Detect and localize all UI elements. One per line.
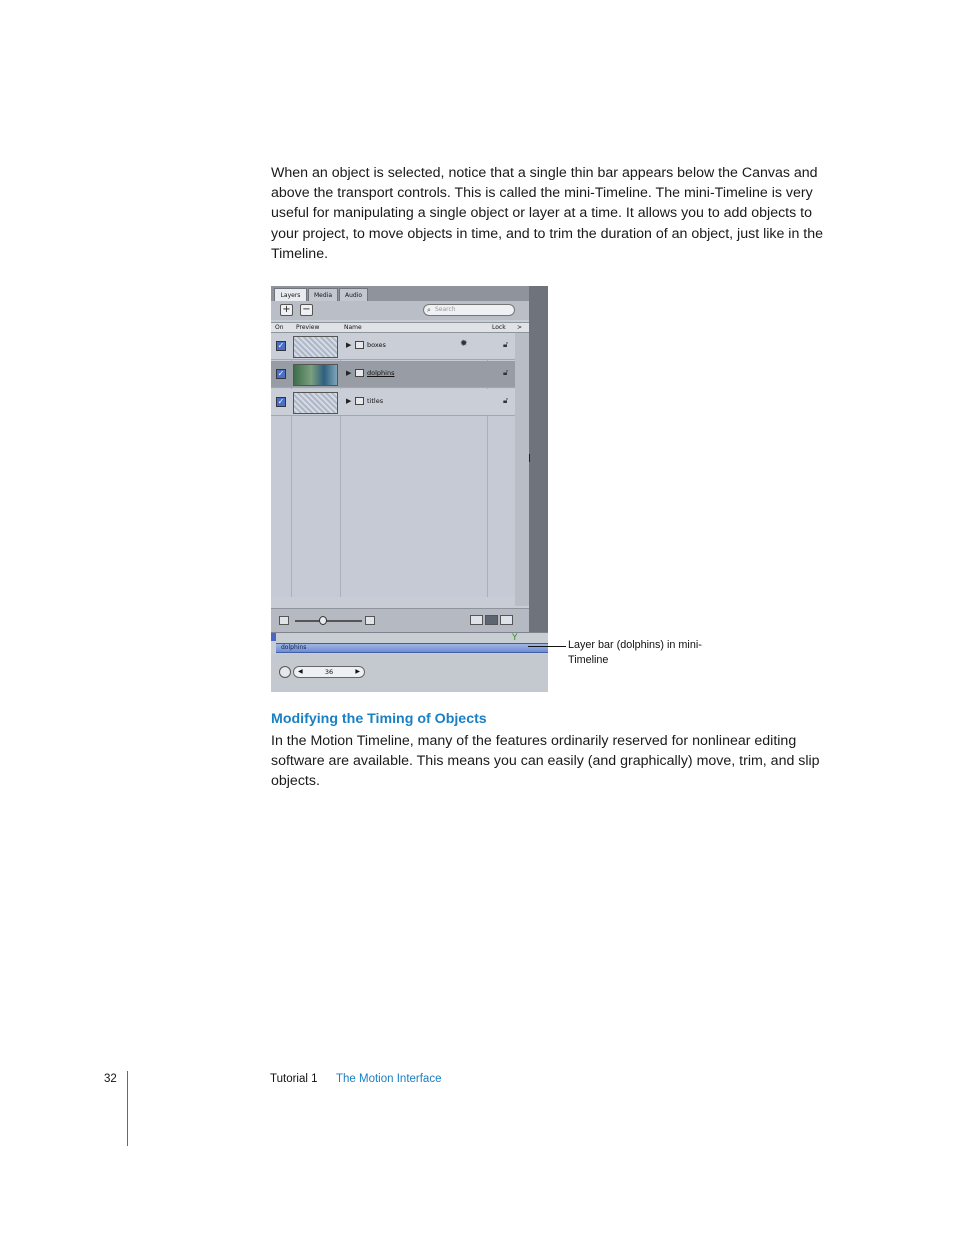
canvas-edge bbox=[529, 286, 548, 632]
column-lock[interactable]: Lock bbox=[492, 324, 506, 331]
layer-thumbnail bbox=[293, 364, 338, 386]
decrement-arrow-icon[interactable]: ◀ bbox=[298, 668, 303, 675]
frame-icon[interactable] bbox=[279, 666, 291, 678]
lock-icon[interactable]: 🔓︎ bbox=[503, 396, 509, 405]
lock-icon[interactable]: 🔓︎ bbox=[503, 340, 509, 349]
view-mode-button[interactable] bbox=[470, 615, 483, 625]
transport-controls bbox=[271, 654, 548, 692]
tab-media[interactable]: Media bbox=[308, 288, 338, 301]
layer-row-boxes[interactable] bbox=[271, 333, 515, 360]
search-placeholder: Search bbox=[435, 306, 456, 313]
intro-paragraph: When an object is selected, notice that a single thin bar appears below the Canvas and above the transport controls. This is called the mini-Timeline. The mini-Timeline is very useful for manipulating a single object or layer at a time. It allows you to add objects to your project, to move objects in time, and to trim the duration of an object, just like in the Timeline. bbox=[271, 165, 824, 262]
layer-thumbnail bbox=[293, 336, 338, 358]
disclosure-triangle-icon[interactable]: ▶ bbox=[346, 341, 352, 349]
frame-value: 36 bbox=[324, 668, 334, 676]
zoom-slider-track[interactable] bbox=[295, 620, 362, 622]
page-number: 32 bbox=[104, 1073, 117, 1085]
group-icon bbox=[355, 369, 364, 377]
layers-panel-screenshot bbox=[271, 286, 548, 692]
small-thumbnail-icon[interactable] bbox=[279, 616, 289, 625]
view-mode-button[interactable] bbox=[500, 615, 513, 625]
section-paragraph: In the Motion Timeline, many of the features ordinarily reserved for nonlinear editing software are available. This means you can easily (and graphically) move, trim, and slip objects. bbox=[271, 733, 820, 790]
mini-timeline bbox=[271, 632, 548, 654]
layer-name: titles bbox=[367, 397, 384, 405]
footer-chapter: Tutorial 1 bbox=[270, 1073, 318, 1085]
search-input[interactable] bbox=[423, 304, 515, 316]
footer-rule bbox=[127, 1071, 128, 1146]
mini-timeline-layer-bar[interactable]: dolphins bbox=[276, 643, 548, 653]
gear-icon: ✹ bbox=[460, 339, 468, 349]
search-icon: ⌕ bbox=[427, 306, 431, 314]
column-more-chevron[interactable]: > bbox=[517, 324, 523, 331]
panel-tab-bar bbox=[271, 286, 529, 301]
disclosure-triangle-icon[interactable]: ▶ bbox=[346, 369, 352, 377]
tab-layers[interactable]: Layers bbox=[274, 288, 307, 301]
large-thumbnail-icon[interactable] bbox=[365, 616, 375, 625]
zoom-slider-knob[interactable] bbox=[319, 616, 327, 625]
layer-on-checkbox[interactable]: ✓ bbox=[277, 341, 285, 350]
increment-arrow-icon[interactable]: ▶ bbox=[355, 668, 360, 675]
group-icon bbox=[355, 341, 364, 349]
disclosure-triangle-icon[interactable]: ▶ bbox=[346, 397, 352, 405]
view-mode-button[interactable] bbox=[485, 615, 498, 625]
layer-on-checkbox[interactable]: ✓ bbox=[277, 369, 285, 378]
layers-list bbox=[271, 333, 515, 597]
layers-toolbar bbox=[271, 301, 529, 320]
layer-name: dolphins bbox=[367, 369, 395, 377]
column-preview[interactable]: Preview bbox=[296, 324, 320, 331]
add-layer-button[interactable]: + bbox=[280, 304, 293, 316]
timeline-start-marker bbox=[271, 633, 276, 641]
layer-row-dolphins[interactable] bbox=[271, 361, 515, 388]
layer-name: boxes bbox=[367, 341, 386, 349]
lock-icon[interactable]: 🔓︎ bbox=[503, 368, 509, 377]
layers-column-header bbox=[271, 322, 529, 333]
footer-chapter-title: The Motion Interface bbox=[336, 1073, 442, 1085]
column-name[interactable]: Name bbox=[344, 324, 362, 331]
layer-row-titles[interactable] bbox=[271, 389, 515, 416]
group-icon bbox=[355, 397, 364, 405]
list-scrollbar[interactable] bbox=[515, 333, 529, 606]
callout-leader-line bbox=[528, 646, 566, 647]
layer-on-checkbox[interactable]: ✓ bbox=[277, 397, 285, 406]
playhead-icon[interactable]: Y bbox=[512, 633, 518, 643]
figure-callout: Layer bar (dolphins) in mini-Timeline bbox=[568, 639, 702, 666]
layer-thumbnail bbox=[293, 392, 338, 414]
section-heading: Modifying the Timing of Objects bbox=[271, 711, 487, 727]
frame-number-field[interactable] bbox=[293, 666, 365, 678]
remove-layer-button[interactable]: − bbox=[300, 304, 313, 316]
column-on[interactable]: On bbox=[275, 324, 284, 331]
thumbnail-zoom-bar bbox=[271, 608, 529, 632]
tab-audio[interactable]: Audio bbox=[339, 288, 368, 301]
